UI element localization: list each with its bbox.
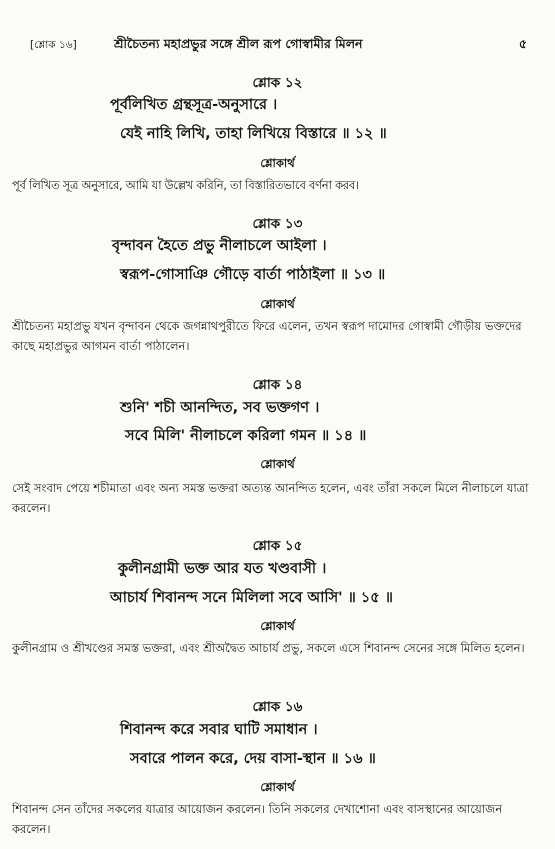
shloka-12-translation-label: শ্লোকার্থ xyxy=(260,156,295,170)
shloka-13-translation-label: শ্লোকার্থ xyxy=(260,297,295,311)
shloka-15-translation-label: শ্লোকার্থ xyxy=(260,619,295,633)
shloka-12-label: শ্লোক ১২ xyxy=(252,75,303,91)
header-title: শ্রীচৈতন্য মহাপ্রভুর সঙ্গে শ্রীল রূপ গোস্বামীর মিলন xyxy=(114,36,363,51)
shloka-15-translation: কুলীনগ্রাম ও শ্রীখণ্ডের সমস্ত ভক্তরা, এবং শ্রীঅদ্বৈত আচার্য প্রভু, সকলে এসে শিবানন্দ সেনের সঙ্গে মিলিত হলেন। xyxy=(12,641,525,655)
shloka-13-translation: শ্রীচৈতন্য মহাপ্রভু যখন বৃন্দাবন থেকে জগন্নাথপুরীতে ফিরে এলেন, তখন স্বরূপ দামোদর গোস্বামী গৌড়ীয় ভক্তদের কাছে মহাপ্রভুর আগমন বার্তা পাঠালেন। xyxy=(12,319,522,353)
shloka-16-label: শ্লোক ১৬ xyxy=(252,699,303,715)
shloka-13-line-2: স্বরূপ-গোসাঞি গৌড়ে বার্তা পাঠাইলা ॥ ১৩ ॥ xyxy=(120,267,386,283)
shloka-12-line-1: পূর্বলিখিত গ্রন্থসূত্র-অনুসারে । xyxy=(110,97,278,113)
shloka-16-line-2: সবারে পালন করে, দেয় বাসা-স্থান ॥ ১৬ ॥ xyxy=(130,751,376,767)
running-header xyxy=(20,36,535,58)
shloka-12-translation: পূর্ব লিখিত সূত্র অনুসারে, আমি যা উল্লেখ করিনি, তা বিস্তারিতভাবে বর্ণনা করব। xyxy=(12,178,359,192)
shloka-15-label: শ্লোক ১৫ xyxy=(252,538,303,554)
shloka-16-line-1: শিবানন্দ করে সবার ঘাটি সমাধান । xyxy=(120,722,318,738)
shloka-14-label: শ্লোক ১৪ xyxy=(252,377,303,393)
shloka-14-translation-label: শ্লোকার্থ xyxy=(260,457,295,471)
shloka-15-line-2: আচার্য শিবানন্দ সনে মিলিলা সবে আসি' ॥ ১৫ ॥ xyxy=(110,590,393,606)
shloka-14-translation: সেই সংবাদ পেয়ে শচীমাতা এবং অন্য সমস্ত ভক্তরা অত্যন্ত আনন্দিত হলেন, এবং তাঁরা সকলে মিলে নীলাচলে যাত্রা করলেন। xyxy=(12,481,529,515)
shloka-14-line-2: সবে মিলি' নীলাচলে করিলা গমন ॥ ১৪ ॥ xyxy=(125,428,367,444)
shloka-15-line-1: কুলীনগ্রামী ভক্ত আর যত খণ্ডবাসী । xyxy=(118,561,327,577)
shloka-13-label: শ্লোক ১৩ xyxy=(252,216,303,232)
shloka-13-line-1: বৃন্দাবন হৈতে প্রভু নীলাচলে আইলা । xyxy=(112,238,327,254)
shloka-12-line-2: যেই নাহি লিখি, তাহা লিখিয়ে বিস্তারে ॥ ১২ ॥ xyxy=(120,126,387,142)
page-number: ৫ xyxy=(518,36,527,51)
shloka-14-line-1: শুনি' শচী আনন্দিত, সব ভক্তগণ । xyxy=(120,400,320,416)
shloka-16-translation-label: শ্লোকার্থ xyxy=(260,780,295,794)
shloka-16-translation: শিবানন্দ সেন তাঁদের সকলের যাত্রার আয়োজন করলেন। তিনি সকলের দেখাশোনা এবং বাসস্থানের আয়োজন করলেন। xyxy=(12,802,503,836)
header-verse-ref: [শ্লোক ১৬] xyxy=(30,39,77,51)
